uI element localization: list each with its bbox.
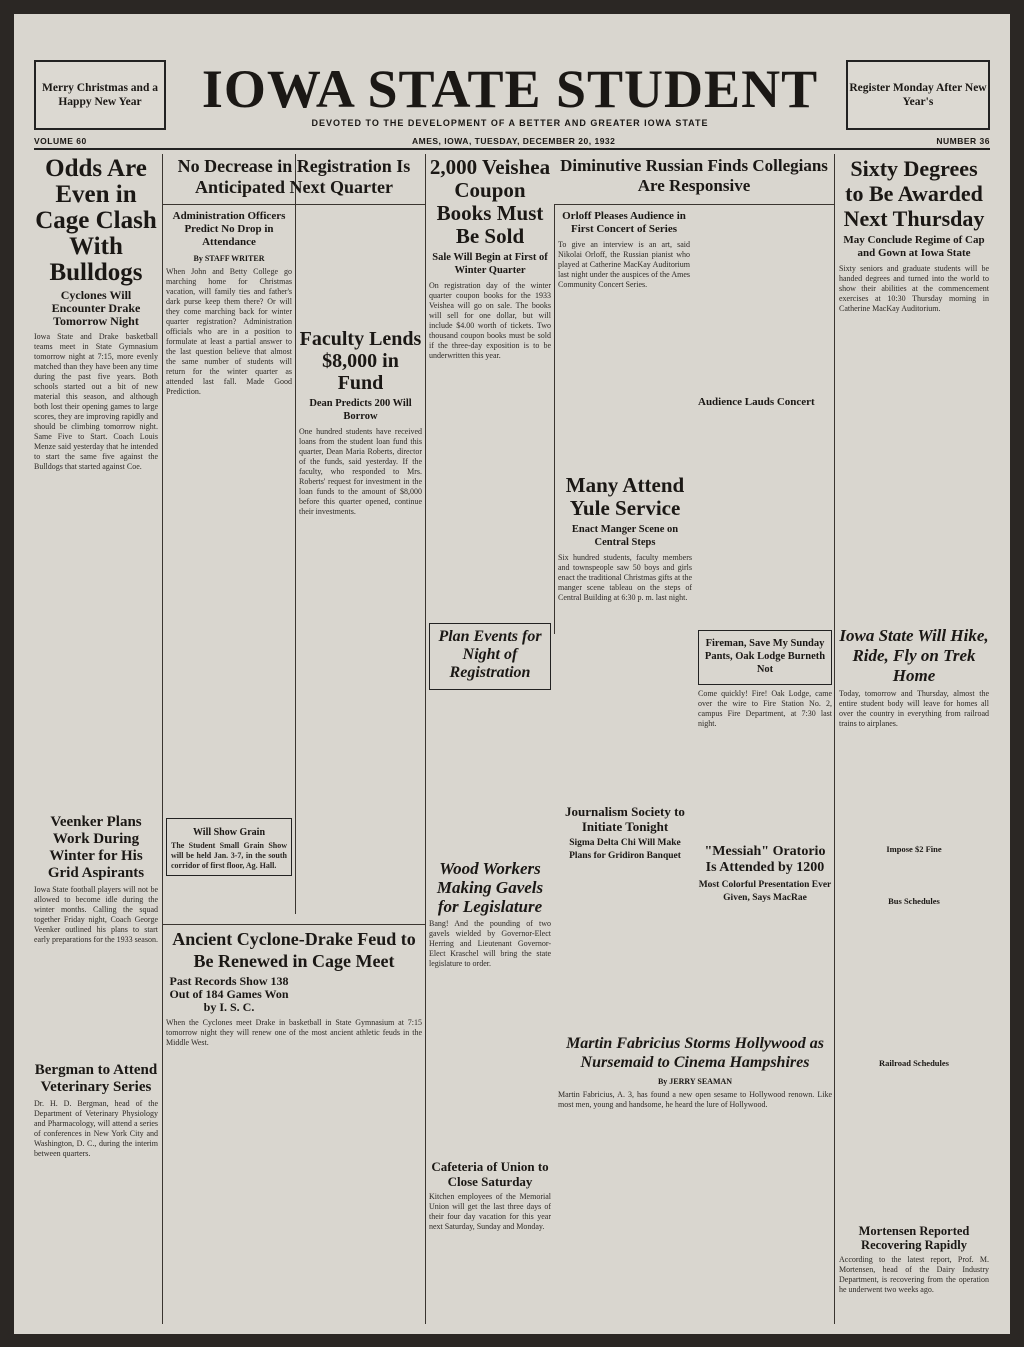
fireman-article <box>698 626 832 816</box>
registration-article <box>166 208 292 808</box>
holiday-greeting-text: Merry Christmas and a Happy New Year <box>42 82 158 108</box>
register-notice-text: Register Monday After New Year's <box>849 82 987 108</box>
veenker-headline: Veenker Plans Work During Winter for His Grid Aspirants <box>47 814 145 881</box>
wood-workers-article <box>429 859 551 1059</box>
mortensen-article <box>839 1224 989 1329</box>
sixty-degrees-body: Sixty seniors and graduate students will be handed degrees and turned into the world to show their abilities at the commencement exercises at 10:30 Thursday morning in Catherine MacKay Auditorium. <box>839 264 989 313</box>
hike-headline: Iowa State Will Hike, Ride, Fly on Trek Home <box>839 626 989 685</box>
messiah-article <box>698 844 832 924</box>
journalism-headline: Journalism Society to Initiate Tonight <box>565 804 685 834</box>
wood-workers-body: Bang! And the pounding of two gavels wielded by Governor-Elect Herring and Lieutenant Governor-Elect Kraschel will bring the state legislature to order. <box>429 919 551 968</box>
rail-subhead: Railroad Schedules <box>879 1058 949 1068</box>
veishea-subhead: Sale Will Begin at First of Winter Quarter <box>432 252 548 276</box>
hike-body: Today, tomorrow and Thursday, almost the entire student body will leave for homes all over the country in everything from railroad trains to airplanes. <box>839 689 989 728</box>
grain-show-box <box>166 814 292 924</box>
sixty-degrees-article <box>839 156 989 616</box>
volume-label: VOLUME 60 <box>34 136 87 146</box>
feud-subhead: Past Records Show 138 Out of 184 Games Won by I. S. C. <box>169 974 289 1014</box>
bergman-body: Dr. H. D. Bergman, head of the Department of Veterinary Physiology and Pharmacology, will attend a series of conferences in New York City and Washington, D. C., during the interim between quarters. <box>34 1099 158 1158</box>
number-label: NUMBER 36 <box>936 136 990 146</box>
plan-events-headline: Plan Events for Night of Registration <box>438 628 542 681</box>
cafeteria-article <box>429 1159 551 1324</box>
newspaper-page <box>14 14 1010 1334</box>
sixty-degrees-subhead: May Conclude Regime of Cap and Gown at Iowa State <box>843 234 985 259</box>
faculty-fund-headline: Faculty Lends $8,000 in Fund <box>299 328 422 394</box>
faculty-fund-article <box>299 208 422 808</box>
russian-headline-block <box>556 156 832 204</box>
hollywood-body: Martin Fabricius, A. 3, has found a new open sesame to Hollywood renown. Like most men, young and handsome, he heard the lure of Hollywood. <box>558 1090 832 1109</box>
yule-headline: Many Attend Yule Service <box>565 474 685 520</box>
veenker-body: Iowa State football players will not be allowed to become idle during the winter months. Calling the squad together Friday night, Coach George Veenker outlined his plans to start early preparations for the 1933 season. <box>34 885 158 944</box>
yule-body: Six hundred students, faculty members and townspeople saw 50 boys and girls enact the traditional Christmas gifts at the manger scene tableau on the steps of Central Building at 6:30 p. m. last night. <box>558 553 692 602</box>
cage-clash-subhead: Cyclones Will Encounter Drake Tomorrow Night <box>51 288 141 328</box>
newspaper-motto: DEVOTED TO THE DEVELOPMENT OF A BETTER AND GREATER IOWA STATE <box>311 118 709 128</box>
mortensen-headline: Mortensen Reported Recovering Rapidly <box>858 1224 970 1252</box>
place-date-label: AMES, IOWA, TUESDAY, DECEMBER 20, 1932 <box>412 136 616 146</box>
veishea-article <box>429 156 551 616</box>
holiday-greeting-box <box>34 60 166 130</box>
journalism-subhead: Sigma Delta Chi Will Make Plans for Gridiron Banquet <box>569 838 681 861</box>
audience-article <box>698 394 832 434</box>
hollywood-article <box>558 1034 832 1324</box>
faculty-fund-body: One hundred students have received loans from the student loan fund this quarter, Dean Maria Roberts, director of the funds, said yesterday. If the faculty, who responded to Mrs. Roberts' request for investment in the loan funds to the amount of $8,000 before this quarter opened, continue their investments. <box>299 427 422 516</box>
yule-subhead: Enact Manger Scene on Central Steps <box>571 524 679 548</box>
audience-headline: Audience Lauds Concert <box>698 396 815 408</box>
fireman-body: Come quickly! Fire! Oak Lodge, came over the wire to Fire Station No. 2, campus Fire Department, at 7:30 last night. <box>698 689 832 728</box>
sixty-degrees-headline: Sixty Degrees to Be Awarded Next Thursday <box>843 156 985 231</box>
newspaper-title: IOWA STATE STUDENT <box>201 59 819 119</box>
cage-clash-body: Iowa State and Drake basketball teams meet in State Gymnasium tomorrow night at 7:15, more evenly matched than they have been any time during the past five years. Both schools started out a bit of new material this season, and although both lost their opening games to large scores, they are improving rapidly and should be climbing tomorrow night. Same Five to Start. Coach Louis Menze said yesterday that he intended to start the same five against the Bulldogs that started against Coe. <box>34 332 158 471</box>
feud-body: When the Cyclones meet Drake in basketball in State Gymnasium at 7:15 tomorrow night they will renew one of the most ancient athletic feuds in the Middle West. <box>166 1018 422 1047</box>
hike-article <box>839 626 989 1216</box>
hollywood-headline: Martin Fabricius Storms Hollywood as Nursemaid to Cinema Hampshires <box>566 1035 824 1071</box>
russian-subhead: Orloff Pleases Audience in First Concert of Series <box>562 210 686 235</box>
cage-clash-headline: Odds Are Even in Cage Clash With Bulldogs <box>35 156 157 286</box>
feud-article <box>166 928 422 1328</box>
registration-headline: No Decrease in Registration Is Anticipated Next Quarter <box>177 156 411 197</box>
hollywood-byline: By JERRY SEAMAN <box>657 1077 733 1086</box>
journalism-article <box>558 804 692 884</box>
wood-workers-headline: Wood Workers Making Gavels for Legislature <box>436 859 544 916</box>
russian-article <box>558 208 690 468</box>
registration-body: When John and Betty College go marching home for Christmas vacation, will family ties and father's dark purse keep them there? Or will they come marching back for winter quarter registration? Administration officials who are in a position to formulate at least a partial answer to the last question believe that almost the same number of students will return for the winter quarter as attended last fall. Made Good Prediction. <box>166 267 292 396</box>
registration-subhead: Administration Officers Predict No Drop in Attendance <box>172 210 286 248</box>
fine-subhead: Impose $2 Fine <box>886 844 942 854</box>
cafeteria-headline: Cafeteria of Union to Close Saturday <box>431 1159 549 1189</box>
russian-headline: Diminutive Russian Finds Collegians Are Responsive <box>560 156 828 195</box>
veishea-body: On registration day of the winter quarter coupon books for the 1933 Veishea will go on sale. The books will sell for one dollar, but will include $4.00 worth of tickets. Two thousand coupon books must be sold if the three-day exposition is to be underwritten this year. <box>429 281 551 360</box>
faculty-fund-subhead: Dean Predicts 200 Will Borrow <box>309 398 412 422</box>
messiah-headline: "Messiah" Oratorio Is Attended by 1200 <box>704 844 826 875</box>
bergman-headline: Bergman to Attend Veterinary Series <box>34 1062 158 1095</box>
registration-continued-gap <box>299 208 422 328</box>
registration-headline-block <box>166 156 422 204</box>
register-notice-box <box>846 60 990 130</box>
russian-body: To give an interview is an art, said Nikolai Orloff, the Russian pianist who played at Catherine MacKay Auditorium last night under the auspices of the Ames Community Concert Series. <box>558 240 690 289</box>
cafeteria-body: Kitchen employees of the Memorial Union will get the last three days of their four day vacation for this year next Saturday, Sunday and Monday. <box>429 1192 551 1231</box>
grain-show-headline: Will Show Grain <box>192 827 266 838</box>
feud-headline: Ancient Cyclone-Drake Feud to Be Renewed in Cage Meet <box>172 929 416 971</box>
bus-subhead: Bus Schedules <box>888 896 940 906</box>
registration-byline: By STAFF WRITER <box>193 254 265 263</box>
fireman-headline: Fireman, Save My Sunday Pants, Oak Lodge Burneth Not <box>704 638 826 675</box>
veishea-headline: 2,000 Veishea Coupon Books Must Be Sold <box>429 156 551 248</box>
mortensen-body: According to the latest report, Prof. M. Mortensen, head of the Dairy Industry Department, is recovering from the operation he underwent two weeks ago. <box>839 1255 989 1294</box>
messiah-subhead: Most Colorful Presentation Ever Given, Says MacRae <box>698 880 832 903</box>
dateline <box>34 134 990 150</box>
plan-events-box <box>429 619 551 729</box>
grain-show-body: The Student Small Grain Show will be held Jan. 3-7, in the south corridor of first floor, Ag. Hall. <box>171 841 287 870</box>
yule-article <box>558 474 692 644</box>
cage-clash-article <box>34 156 158 1326</box>
